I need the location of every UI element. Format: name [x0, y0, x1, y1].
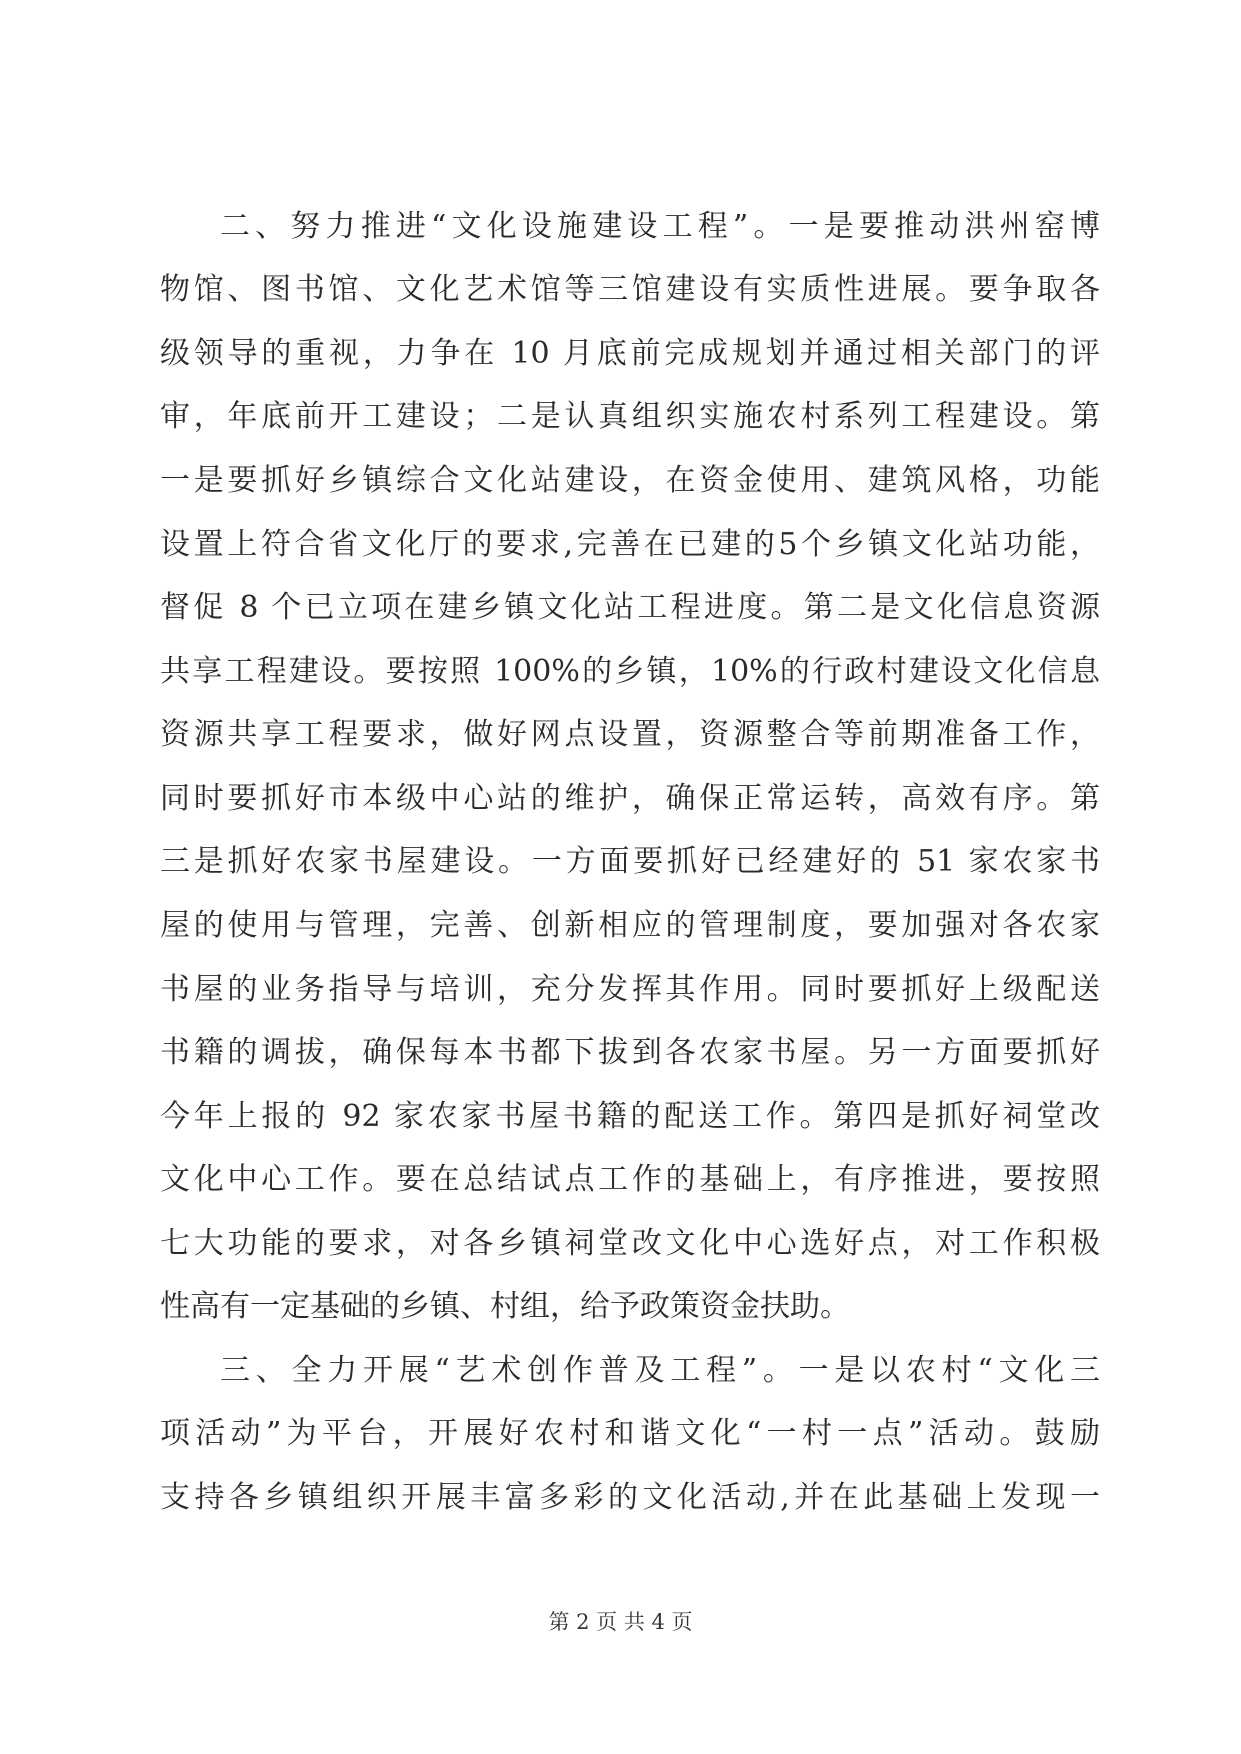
paragraph-line: 审，年底前开工建设；二是认真组织实施农村系列工程建设。第: [160, 399, 1100, 434]
paragraph-line: 二、努力推进“文化设施建设工程”。一是要推动洪州窑博: [220, 209, 1100, 244]
paragraph-line: 级领导的重视，力争在 10 月底前完成规划并通过相关部门的评: [160, 336, 1100, 371]
paragraph-line: 项活动”为平台，开展好农村和谐文化“一村一点”活动。鼓励: [160, 1416, 1100, 1451]
paragraph-line: 性高有一定基础的乡镇、村组，给予政策资金扶助。: [160, 1289, 850, 1324]
paragraph-line: 同时要抓好市本级中心站的维护，确保正常运转，高效有序。第: [160, 781, 1100, 816]
paragraph-line: 书籍的调拔，确保每本书都下拔到各农家书屋。另一方面要抓好: [160, 1035, 1100, 1070]
paragraph-line: 书屋的业务指导与培训，充分发挥其作用。同时要抓好上级配送: [160, 972, 1100, 1007]
paragraph-line: 共享工程建设。要按照 100%的乡镇，10%的行政村建设文化信息: [160, 654, 1100, 689]
paragraph-line: 支持各乡镇组织开展丰富多彩的文化活动,并在此基础上发现一: [160, 1480, 1100, 1515]
paragraph-line: 三是抓好农家书屋建设。一方面要抓好已经建好的 51 家农家书: [160, 844, 1100, 879]
paragraph-line: 物馆、图书馆、文化艺术馆等三馆建设有实质性进展。要争取各: [160, 272, 1100, 307]
paragraph-line: 文化中心工作。要在总结试点工作的基础上，有序推进，要按照: [160, 1162, 1100, 1197]
page-number-footer: 第 2 页 共 4 页: [548, 1610, 693, 1634]
paragraph-line: 三、全力开展“艺术创作普及工程”。一是以农村“文化三: [220, 1353, 1100, 1388]
paragraph-line: 今年上报的 92 家农家书屋书籍的配送工作。第四是抓好祠堂改: [160, 1099, 1100, 1134]
paragraph-line: 督促 8 个已立项在建乡镇文化站工程进度。第二是文化信息资源: [160, 590, 1100, 625]
paragraph-line: 设置上符合省文化厅的要求,完善在已建的5个乡镇文化站功能，: [160, 527, 1100, 562]
paragraph-line: 七大功能的要求，对各乡镇祠堂改文化中心选好点，对工作积极: [160, 1226, 1100, 1261]
paragraph-line: 一是要抓好乡镇综合文化站建设，在资金使用、建筑风格，功能: [160, 463, 1100, 498]
paragraph-line: 资源共享工程要求，做好网点设置，资源整合等前期准备工作，: [160, 717, 1100, 752]
paragraph-line: 屋的使用与管理，完善、创新相应的管理制度，要加强对各农家: [160, 908, 1100, 943]
